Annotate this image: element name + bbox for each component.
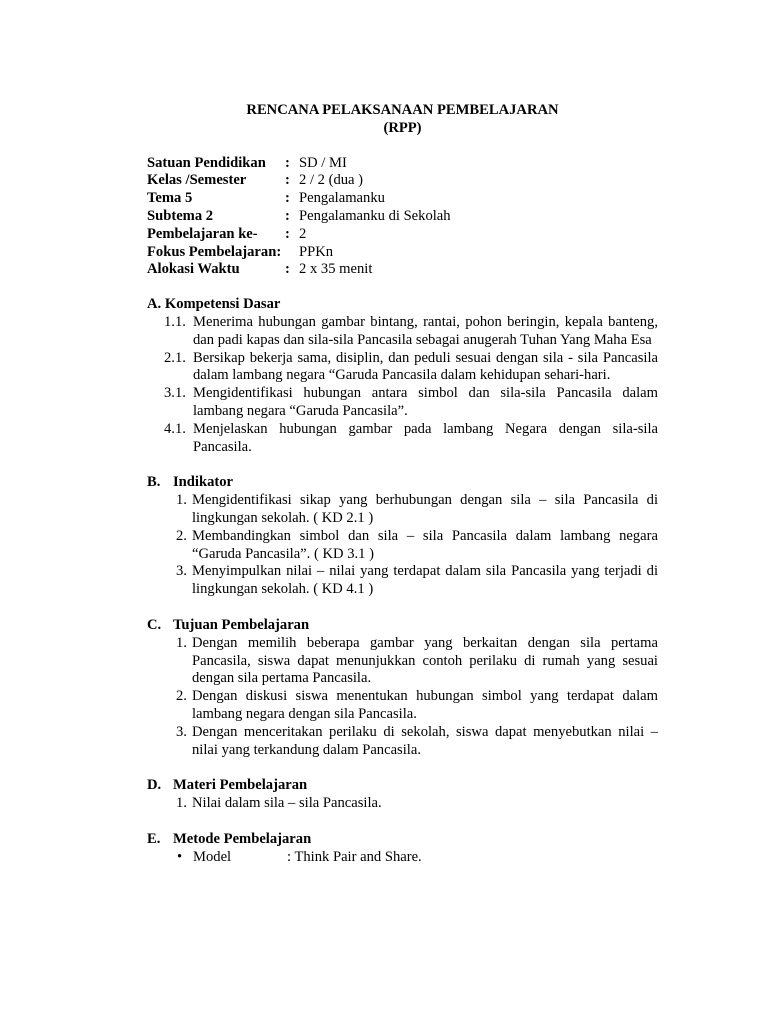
section-heading	[147, 831, 658, 849]
section-title: Tujuan Pembelajaran	[173, 616, 310, 633]
info-colon: :	[285, 190, 290, 207]
section-heading	[147, 617, 658, 635]
bullet-icon: •	[177, 848, 183, 865]
section-letter: C.	[147, 616, 162, 633]
info-row-fokus	[147, 244, 658, 262]
section-heading	[147, 474, 658, 492]
item-number: 3.	[176, 723, 187, 740]
item-text: Membandingkan simbol dan sila – sila Pancasila dalam lambang negara “Garuda Pancasila”. ( KD 3.1 )	[192, 527, 658, 562]
list-item	[147, 350, 658, 386]
info-value: Pengalamanku di Sekolah	[299, 207, 451, 224]
section-metode-pembelajaran	[147, 831, 658, 867]
item-number: 3.1.	[164, 385, 186, 402]
section-title: Kompetensi Dasar	[164, 296, 281, 313]
info-colon	[285, 244, 299, 262]
item-number: 4.1.	[164, 420, 186, 437]
list-item	[147, 563, 658, 599]
section-materi-pembelajaran	[147, 777, 658, 813]
item-text: Mengidentifikasi hubungan antara simbol dan sila-sila Pancasila dalam lambang negara “Garuda Pancasila”.	[193, 385, 658, 419]
item-text: Menjelaskan hubungan gambar pada lambang Negara dengan sila-sila Pancasila.	[193, 420, 658, 455]
info-label: Tema 5	[147, 190, 193, 207]
info-row-satuan	[147, 155, 658, 173]
item-number: 2.	[176, 527, 187, 544]
info-row-tema	[147, 190, 658, 208]
info-colon: :	[285, 261, 290, 278]
section-letter: A.	[147, 296, 162, 313]
info-row-kelas	[147, 172, 658, 190]
list-item	[147, 492, 658, 528]
item-text: Dengan diskusi siswa menentukan hubungan simbol yang terdapat dalam lambang negara dengan sila Pancasila.	[192, 688, 658, 722]
section-tujuan-pembelajaran	[147, 617, 658, 759]
list-item	[147, 688, 658, 724]
item-number: 3.	[176, 563, 187, 580]
section-title: Materi Pembelajaran	[173, 777, 308, 794]
list-item	[147, 528, 658, 564]
item-text: Dengan memilih beberapa gambar yang berkaitan dengan sila pertama Pancasila, siswa dapat menunjukkan contoh perilaku di rumah yang sesuai dengan sila pertama Pancasila.	[192, 634, 658, 687]
section-letter: D.	[147, 777, 162, 794]
list-item	[147, 385, 658, 421]
info-label: Fokus Pembelajaran:	[147, 243, 282, 260]
info-label: Kelas /Semester	[147, 172, 247, 189]
item-text: Menyimpulkan nilai – nilai yang terdapat dalam sila Pancasila yang terjadi di lingkungan sekolah. ( KD 4.1 )	[192, 563, 658, 598]
section-letter: E.	[147, 830, 161, 847]
title-line-1: RENCANA PELAKSANAAN PEMBELAJARAN	[246, 102, 559, 118]
item-text: Menerima hubungan gambar bintang, rantai, pohon beringin, kepala banteng, dan padi kapas dan sila-sila Pancasila sebagai anugerah Tuhan Yang Maha Esa	[193, 313, 658, 348]
item-text: Mengidentifikasi sikap yang berhubungan dengan sila – sila Pancasila di lingkungan sekolah. ( KD 2.1 )	[192, 492, 658, 526]
list-item	[147, 724, 658, 760]
bullet-label: Model	[193, 848, 232, 865]
info-label: Pembelajaran ke-	[147, 225, 258, 242]
list-item	[147, 635, 658, 688]
bullet-item	[147, 849, 658, 867]
info-colon: :	[285, 172, 290, 189]
info-value: PPKn	[299, 243, 334, 260]
section-indikator	[147, 474, 658, 599]
item-number: 2.	[176, 688, 187, 705]
item-number: 1.	[176, 492, 187, 509]
info-value: Pengalamanku	[299, 190, 385, 207]
info-row-subtema	[147, 208, 658, 226]
item-number: 1.	[176, 634, 187, 651]
section-heading	[147, 296, 658, 314]
item-number: 1.1.	[164, 313, 186, 330]
info-colon: :	[285, 207, 290, 224]
list-item	[147, 314, 658, 350]
section-title: Indikator	[173, 474, 234, 491]
document-page	[147, 102, 658, 866]
document-title	[147, 102, 658, 138]
bullet-value: : Think Pair and Share.	[287, 848, 422, 865]
info-label: Satuan Pendidikan	[147, 154, 266, 171]
info-value: 2	[299, 225, 307, 242]
item-number: 2.1.	[164, 349, 186, 366]
info-label: Subtema 2	[147, 207, 214, 224]
info-row-alokasi	[147, 261, 658, 279]
item-text: Nilai dalam sila – sila Pancasila.	[192, 795, 382, 812]
item-text: Dengan menceritakan perilaku di sekolah, siswa dapat menyebutkan nilai – nilai yang terkandung dalam Pancasila.	[192, 723, 658, 758]
list-item	[147, 421, 658, 457]
info-value: 2 / 2 (dua )	[299, 172, 364, 189]
info-colon: :	[285, 154, 290, 171]
section-letter: B.	[147, 474, 161, 491]
info-table	[147, 155, 658, 280]
info-label: Alokasi Waktu	[147, 261, 240, 278]
title-line-2: (RPP)	[383, 119, 422, 136]
list-item	[147, 795, 658, 813]
item-text: Bersikap bekerja sama, disiplin, dan peduli sesuai dengan sila - sila Pancasila dalam lambang negara “Garuda Pancasila dalam kehidupan sehari-hari.	[193, 349, 658, 384]
info-colon: :	[285, 225, 290, 242]
section-heading	[147, 777, 658, 795]
info-row-pembelajaran	[147, 226, 658, 244]
info-value: 2 x 35 menit	[299, 261, 373, 278]
info-value: SD / MI	[299, 154, 347, 171]
section-title: Metode Pembelajaran	[173, 830, 312, 847]
item-number: 1.	[176, 795, 187, 812]
section-kompetensi-dasar	[147, 296, 658, 456]
